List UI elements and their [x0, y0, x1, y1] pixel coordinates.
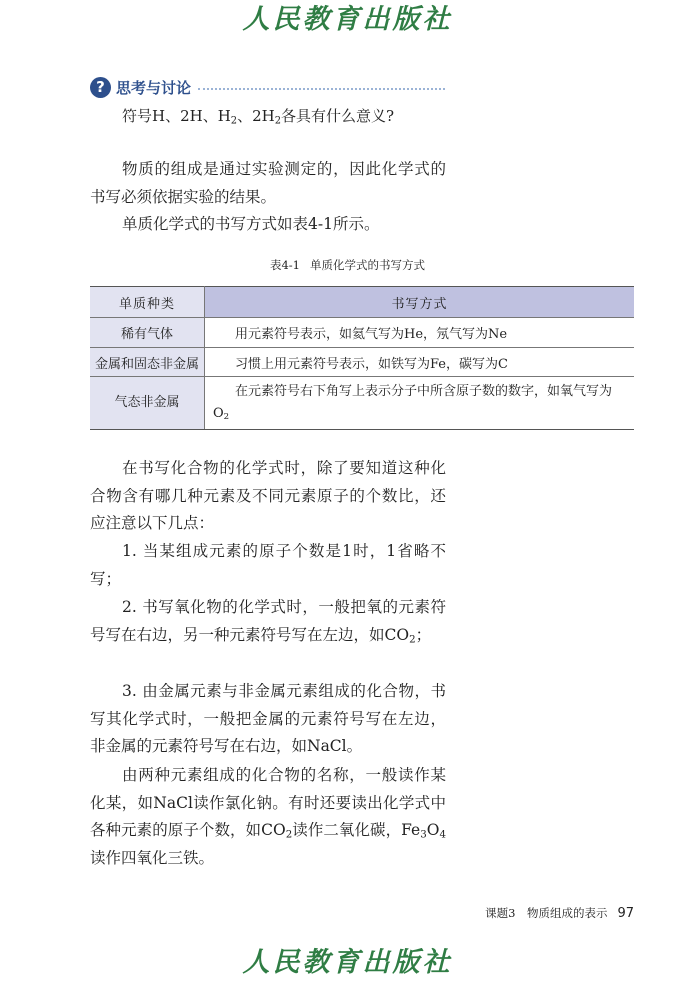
- table-caption: [0, 255, 695, 275]
- method-text: 在元素符号右下角写上表示分子中所含原子数的数字，如氧气写为O: [213, 384, 613, 421]
- table-row: [90, 348, 634, 377]
- page-footer: [485, 903, 634, 924]
- paragraph-text: 读作二氧化碳，Fe: [292, 821, 421, 839]
- page-number: 97: [617, 906, 634, 921]
- table-header-row: [90, 287, 634, 318]
- subscript: 2: [230, 115, 238, 127]
- intro-paragraph-2: 单质化学式的书写方式如表4-1所示。: [122, 215, 380, 233]
- list-item-2: [90, 594, 446, 649]
- table-header: 书写方式: [205, 287, 635, 318]
- discussion-question: [122, 104, 394, 128]
- table-cell-method: [205, 377, 635, 430]
- table-title: 单质化学式的书写方式: [310, 258, 426, 272]
- list-item-3: 3. 由金属元素与非金属元素组成的化合物，书写其化学式时，一般把金属的元素符号写在左边，非金属的元素符号写在右边，如NaCl。: [90, 682, 446, 755]
- question-text: 各具有什么意义?: [281, 107, 395, 125]
- paragraph-text: 由两种元素组成的化合物的名称，一般读作某化某，如NaCl读作氯化钠。有时还要读出化学式中各种元素的原子个数，如CO: [90, 766, 446, 839]
- paragraph-text: O: [426, 821, 440, 839]
- table-cell-method: [205, 318, 635, 348]
- method-text: 习惯上用元素符号表示，如铁写为Fe，碳写为C: [235, 356, 508, 372]
- table-cell-method: [205, 348, 635, 377]
- paragraph-text: 读作四氧化三铁。: [90, 848, 215, 867]
- subscript: 2: [274, 115, 282, 127]
- publisher-logo: 人民教育出版社: [242, 4, 453, 35]
- table-cell-type: 气态非金属: [90, 377, 205, 430]
- table-cell-type: 金属和固态非金属: [90, 348, 205, 377]
- subscript: 3: [420, 829, 427, 841]
- formula-table: [90, 286, 634, 430]
- body-paragraph-3: 在书写化合物的化学式时，除了要知道这种化合物含有哪几种元素及不同元素原子的个数比，还应注意以下几点：: [90, 459, 446, 532]
- body-paragraph-4: [90, 762, 446, 872]
- discussion-title: 思考与讨论: [116, 79, 192, 97]
- question-text: 符号H、2H、H: [122, 107, 231, 125]
- table-cell-type: 稀有气体: [90, 318, 205, 348]
- lesson-title: 课题3 物质组成的表示: [485, 906, 608, 920]
- table-row: [90, 318, 634, 348]
- list-item-1: 1. 当某组成元素的原子个数是1时，1省略不写；: [90, 542, 446, 588]
- dotted-divider: [198, 88, 445, 90]
- item-text: 2. 书写氧化物的化学式时，一般把氧的元素符号写在右边，另一种元素符号写在左边，如CO: [90, 598, 446, 644]
- method-text: 用元素符号表示，如氦气写为He，氖气写为Ne: [235, 327, 508, 342]
- subscript: 2: [409, 634, 416, 646]
- intro-paragraph-1: 物质的组成是通过实验测定的，因此化学式的书写必须依据实验的结果。: [90, 160, 446, 206]
- subscript: 4: [439, 829, 446, 841]
- table-number: 表4-1: [269, 258, 301, 272]
- question-text: 、2H: [237, 107, 275, 125]
- subscript: 2: [285, 829, 293, 841]
- item-text: ；: [415, 625, 432, 644]
- question-mark-icon: ?: [90, 77, 111, 98]
- discussion-header: [90, 76, 445, 102]
- publisher-logo: 人民教育出版社: [242, 947, 453, 978]
- table-header: 单质种类: [90, 287, 205, 318]
- subscript: 2: [223, 412, 230, 423]
- table-row: [90, 377, 634, 430]
